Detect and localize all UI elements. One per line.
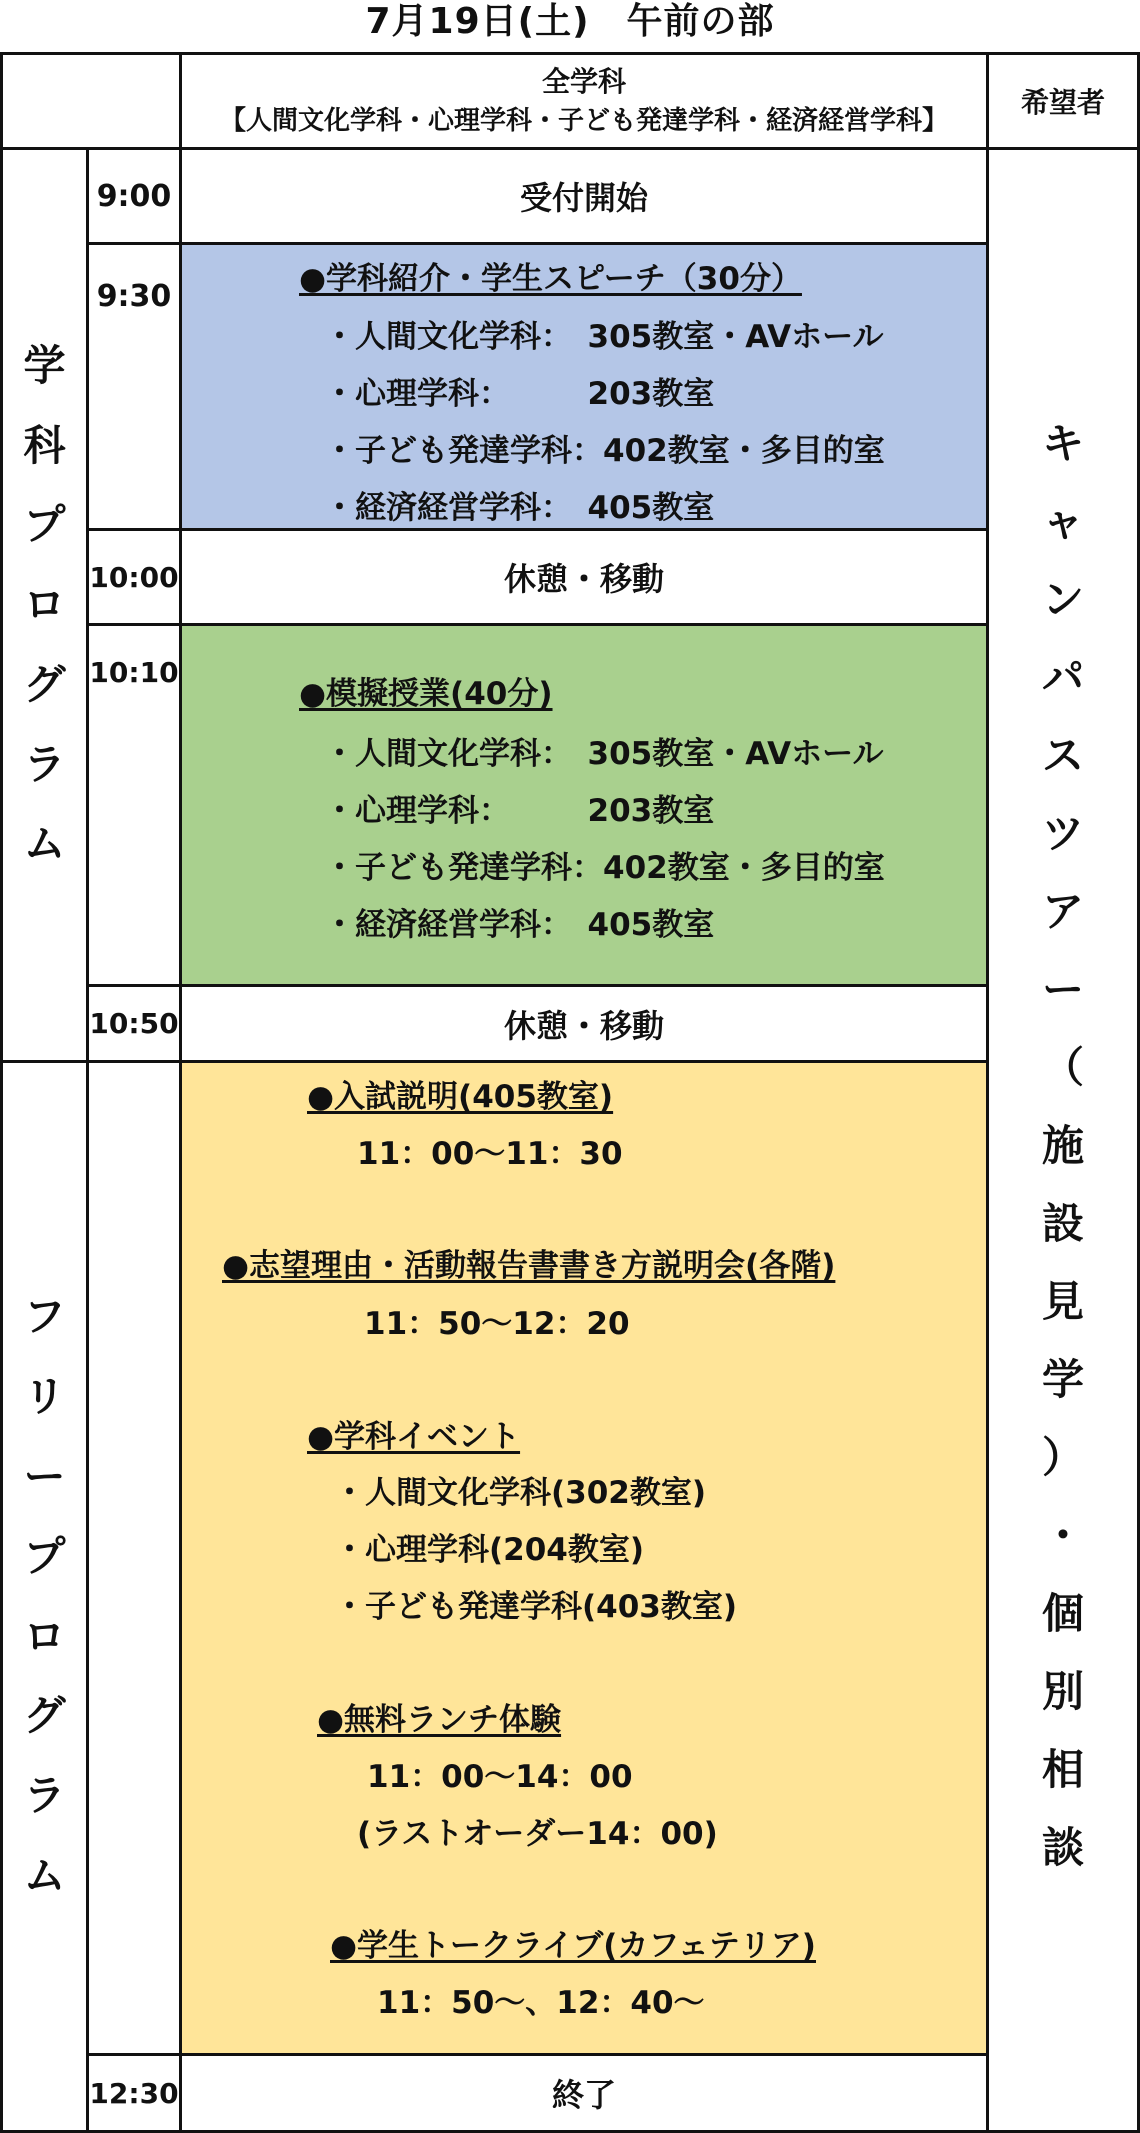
header-corner — [0, 52, 182, 150]
time-1010: 10:10 — [86, 623, 182, 987]
intro-line-2: ・心理学科： 203教室 — [324, 376, 715, 412]
block-department-intro — [179, 242, 989, 531]
header-applicants: 希望者 — [986, 52, 1140, 150]
mock-line-4: ・経済経営学科： 405教室 — [324, 907, 715, 943]
label-free-program: フ リ ー プ ロ グ ラ ム — [0, 1060, 89, 2133]
time-1000: 10:00 — [86, 528, 182, 626]
time-1230: 12:30 — [86, 2053, 182, 2133]
row-reception-start: 受付開始 — [179, 147, 989, 245]
intro-title: ●学科紹介・学生スピーチ（30分） — [299, 261, 802, 297]
intro-line-3: ・子ども発達学科：402教室・多目的室 — [324, 433, 885, 469]
block-mock-class — [179, 623, 989, 987]
time-0930: 9:30 — [86, 242, 182, 531]
mock-title: ●模擬授業(40分) — [299, 676, 553, 712]
reason-title: ●志望理由・活動報告書書き方説明会(各階) — [222, 1248, 836, 1284]
row-break-2: 休憩・移動 — [179, 984, 989, 1063]
row-break-1: 休憩・移動 — [179, 528, 989, 626]
lunch-title: ●無料ランチ体験 — [317, 1702, 562, 1738]
label-campus-tour: キ ャ ン パ ス ツ ア ー （ 施 設 見 学 ） ・ 個 別 相 談 — [986, 147, 1140, 2133]
exam-time: 11：00～11：30 — [357, 1136, 623, 1172]
event-line-3: ・子ども発達学科(403教室) — [334, 1589, 738, 1625]
event-title: ●学科イベント — [307, 1419, 521, 1455]
block-free-program — [179, 1060, 989, 2056]
header-departments-list: 【人間文化学科・心理学科・子ども発達学科・経済経営学科】 — [219, 106, 948, 136]
mock-line-2: ・心理学科： 203教室 — [324, 793, 715, 829]
page-title: 7月19日(土) 午前の部 — [365, 1, 775, 42]
time-free-empty — [86, 1060, 182, 2056]
reason-time: 11：50～12：20 — [364, 1306, 630, 1342]
header-all-label: 全学科 — [541, 65, 626, 98]
intro-line-4: ・経済経営学科： 405教室 — [324, 490, 715, 526]
row-end: 終了 — [179, 2053, 989, 2133]
exam-title: ●入試説明(405教室) — [307, 1079, 614, 1115]
talk-time: 11：50～、12：40～ — [377, 1985, 705, 2021]
mock-line-3: ・子ども発達学科：402教室・多目的室 — [324, 850, 885, 886]
mock-line-1: ・人間文化学科： 305教室・AVホール — [324, 736, 884, 772]
event-line-1: ・人間文化学科(302教室) — [334, 1475, 707, 1511]
time-1050: 10:50 — [86, 984, 182, 1063]
header-all-departments — [179, 52, 989, 150]
time-0900: 9:00 — [86, 147, 182, 245]
lunch-note: (ラストオーダー14：00) — [357, 1816, 718, 1852]
intro-line-1: ・人間文化学科： 305教室・AVホール — [324, 319, 884, 355]
talk-title: ●学生トークライブ(カフェテリア) — [330, 1928, 816, 1964]
event-line-2: ・心理学科(204教室) — [334, 1532, 645, 1568]
label-department-program: 学 科 プ ロ グ ラ ム — [0, 147, 89, 1063]
lunch-time: 11：00～14：00 — [367, 1759, 633, 1795]
